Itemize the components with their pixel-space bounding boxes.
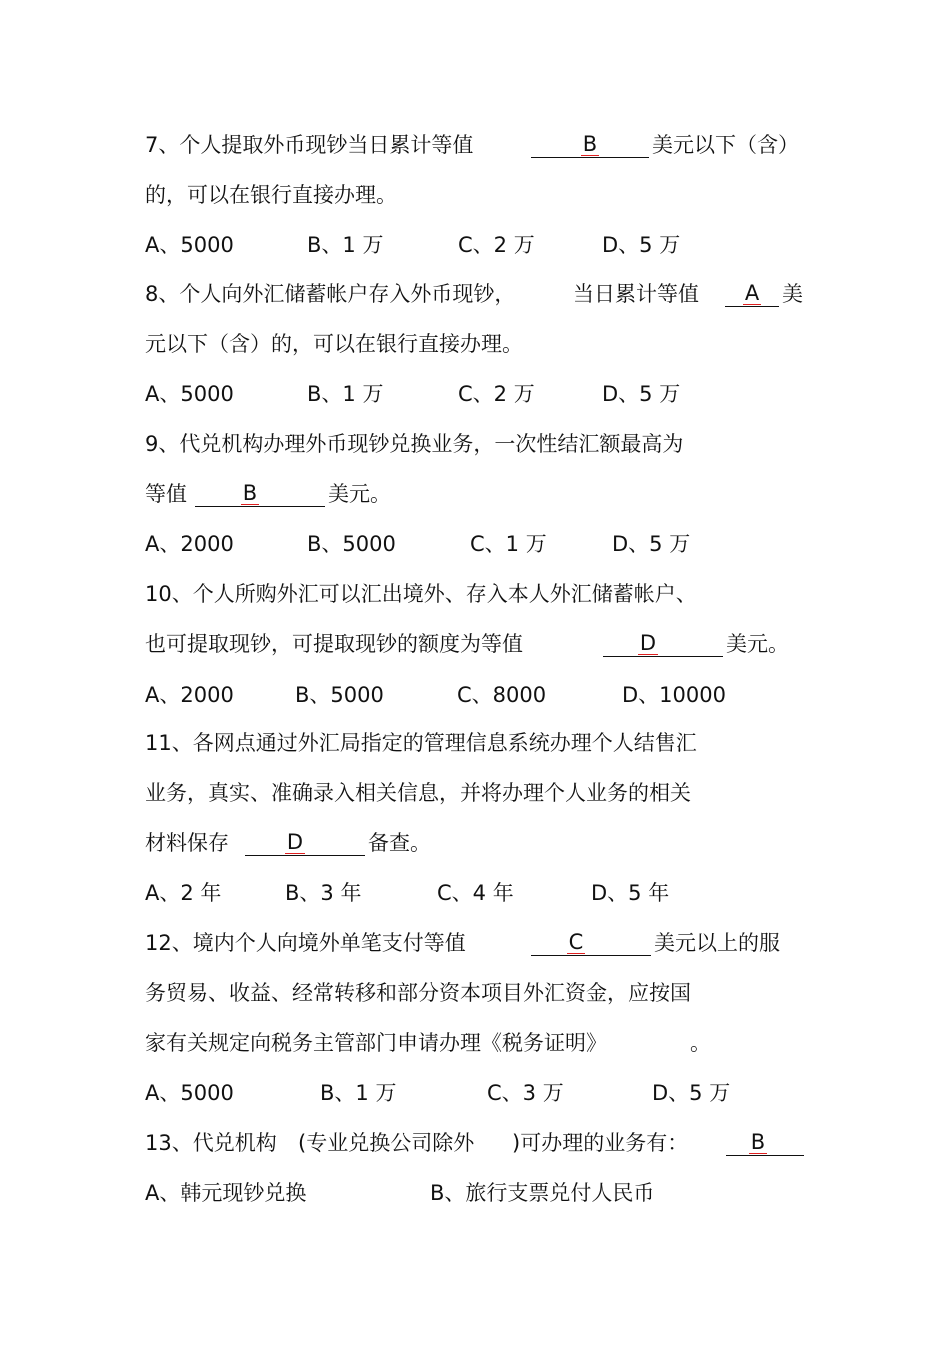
q12-option-d: D、5 万 — [652, 1081, 731, 1105]
q12-answer-blank — [531, 929, 651, 956]
q10-option-a: A、2000 — [145, 683, 234, 707]
q8-option-a: A、5000 — [145, 382, 234, 406]
q11-option-c: C、4 年 — [437, 881, 514, 905]
q7-answer-blank — [531, 131, 649, 158]
q9-answer-blank — [195, 480, 325, 507]
q13-line1-tail: )可办理的业务有： — [512, 1131, 689, 1155]
q12-line3-end: 。 — [690, 1031, 711, 1055]
q13-line1-paren: (专业兑换公司除外 — [298, 1131, 475, 1155]
q9-option-c: C、1 万 — [470, 532, 547, 556]
q10-line1-text: 10、个人所购外汇可以汇出境外、存入本人外汇储蓄帐户、 — [145, 582, 697, 606]
q7-line1-text: 7、个人提取外币现钞当日累计等值 — [145, 133, 474, 157]
q7-line1-tail: 美元以下（含） — [652, 133, 799, 157]
q10-line2-text: 也可提取现钞，可提取现钞的额度为等值 — [145, 632, 523, 656]
q9-answer: B — [242, 481, 258, 505]
q11-line1-text: 11、各网点通过外汇局指定的管理信息系统办理个人结售汇 — [145, 731, 697, 755]
q10-answer: D — [639, 631, 657, 655]
q7-option-c: C、2 万 — [458, 233, 535, 257]
q12-option-c: C、3 万 — [487, 1081, 564, 1105]
q11-answer-blank — [245, 829, 365, 856]
q11-line2-text: 业务，真实、准确录入相关信息，并将办理个人业务的相关 — [145, 781, 691, 805]
q8-answer-blank — [725, 280, 779, 307]
q11-answer: D — [286, 830, 304, 854]
q12-line2-text: 务贸易、收益、经常转移和部分资本项目外汇资金，应按国 — [145, 981, 691, 1005]
q10-option-b: B、5000 — [295, 683, 384, 707]
q8-line1-tail: 美 — [782, 282, 803, 306]
q12-line1-text: 12、境内个人向境外单笔支付等值 — [145, 931, 466, 955]
q7-option-a: A、5000 — [145, 233, 234, 257]
q9-option-d: D、5 万 — [612, 532, 691, 556]
q10-answer-blank — [603, 630, 723, 657]
q11-line3-text: 材料保存 — [145, 831, 229, 855]
q10-line2-tail: 美元。 — [726, 632, 789, 656]
q7-option-d: D、5 万 — [602, 233, 681, 257]
q13-line1-text: 13、代兑机构 — [145, 1131, 277, 1155]
q13-answer-blank — [726, 1129, 804, 1156]
q13-option-b: B、旅行支票兑付人民币 — [430, 1181, 655, 1205]
q8-answer: A — [744, 281, 760, 305]
q9-option-a: A、2000 — [145, 532, 234, 556]
q12-line3-text: 家有关规定向税务主管部门申请办理《税务证明》 — [145, 1031, 607, 1055]
q11-line3-tail: 备查。 — [368, 831, 431, 855]
q7-option-b: B、1 万 — [307, 233, 384, 257]
q13-answer: B — [750, 1130, 766, 1154]
q8-line2-text: 元以下（含）的，可以在银行直接办理。 — [145, 332, 523, 356]
q7-line2-text: 的，可以在银行直接办理。 — [145, 183, 397, 207]
q7-answer: B — [582, 132, 598, 156]
q9-line1-text: 9、代兑机构办理外币现钞兑换业务，一次性结汇额最高为 — [145, 432, 684, 456]
q8-line1-mid: 当日累计等值 — [573, 282, 699, 306]
q12-option-a: A、5000 — [145, 1081, 234, 1105]
q11-option-a: A、2 年 — [145, 881, 222, 905]
q8-line1-text: 8、个人向外汇储蓄帐户存入外币现钞， — [145, 282, 516, 306]
q8-option-d: D、5 万 — [602, 382, 681, 406]
q12-answer: C — [568, 930, 584, 954]
q9-line2-tail: 美元。 — [328, 482, 391, 506]
q11-option-d: D、5 年 — [591, 881, 670, 905]
q10-option-c: C、8000 — [457, 683, 547, 707]
q10-option-d: D、10000 — [622, 683, 726, 707]
q11-option-b: B、3 年 — [285, 881, 362, 905]
q9-line2-text: 等值 — [145, 482, 187, 506]
q8-option-c: C、2 万 — [458, 382, 535, 406]
q9-option-b: B、5000 — [307, 532, 396, 556]
q13-option-a: A、韩元现钞兑换 — [145, 1181, 307, 1205]
q12-option-b: B、1 万 — [320, 1081, 397, 1105]
q8-option-b: B、1 万 — [307, 382, 384, 406]
q12-line1-tail: 美元以上的服 — [654, 931, 780, 955]
